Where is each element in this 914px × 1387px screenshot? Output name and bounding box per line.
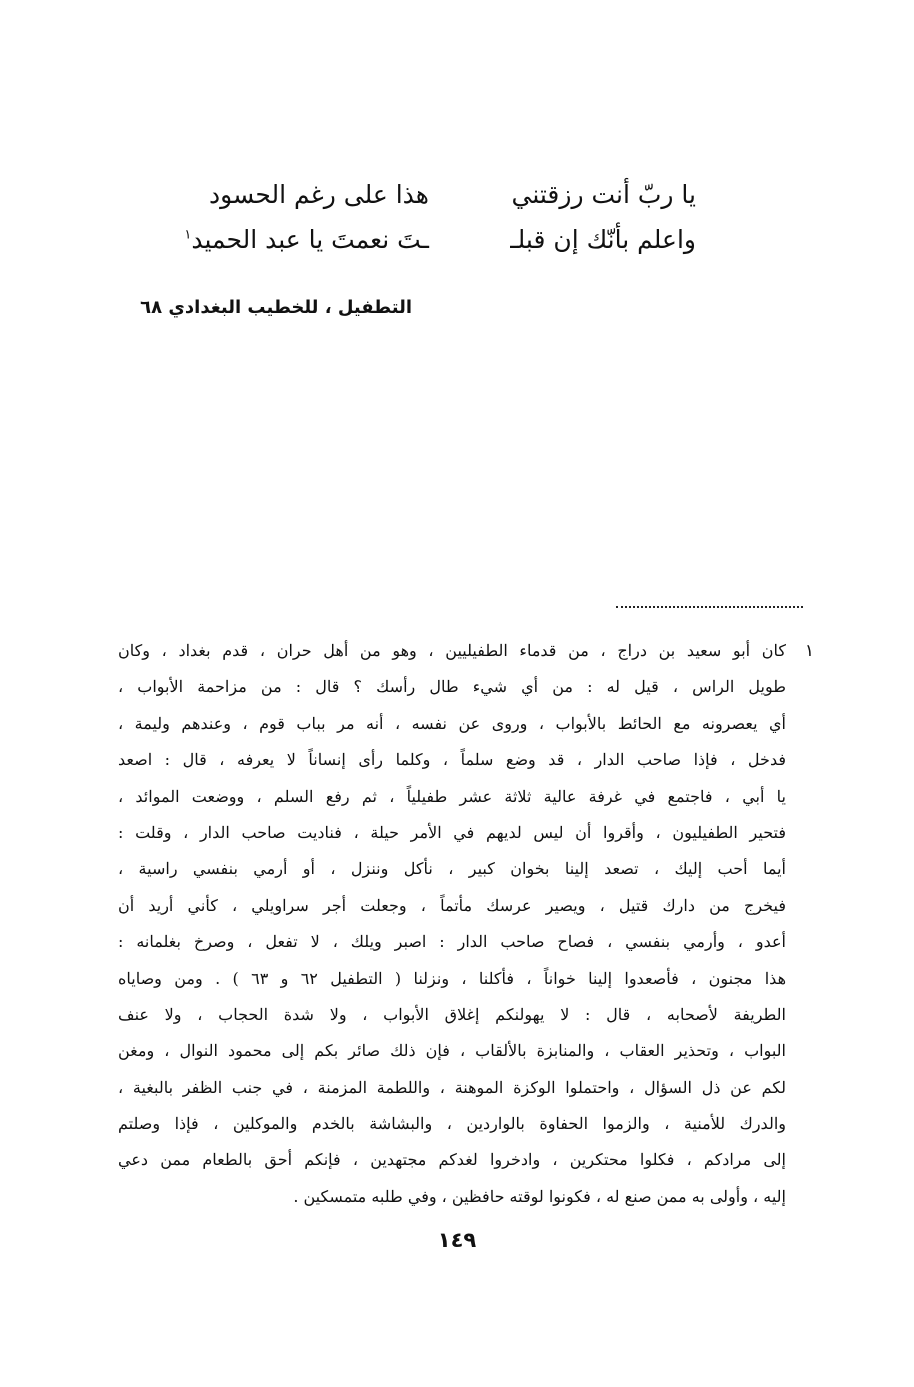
- poem-verse-1-first-hemistich: يا ربّ أنت رزقتني: [511, 180, 696, 209]
- footnote-line: إلى مرادكم ، فكلوا محتكرين ، وادخروا لغدكم مجتهدين ، فإنكم أحق بالطعام ممن دعي: [118, 1150, 786, 1170]
- footnote-line: أيما أحب إليك ، تصعد إلينا بخوان كبير ، نأكل وننزل ، أو أرمي بنفسي راسية ،: [118, 859, 786, 879]
- footnote-line: الطريفة لأصحابه ، قال : لا يهولنكم إغلاق الأبواب ، ولا شدة الحجاب ، ولا عنف: [118, 1004, 786, 1024]
- source-citation: التطفيل ، للخطيب البغدادي ٦٨: [140, 297, 412, 318]
- footnote-line: إليه ، وأولى به ممن صنع له ، فكونوا لوقته حافظين ، وفي طلبه متمسكين .: [293, 1186, 786, 1206]
- footnote-line: لكم عن ذل السؤال ، واحتملوا الوكزة الموهنة ، واللطمة المزمنة ، في جنب الظفر بالبغية ،: [118, 1077, 786, 1097]
- page-number: ١٤٩: [437, 1228, 477, 1252]
- poem-verse-2-second-hemistich: [184, 217, 429, 263]
- footnote-line: طويل الراس ، قيل له : من أي شيء طال رأسك ؟ قال : من مزاحمة الأبواب ،: [118, 677, 786, 697]
- footnote-line: هذا مجنون ، فأصعدوا إلينا خواناً ، فأكلنا ، ونزلنا ( التطفيل ٦٢ و ٦٣ ) . ومن وصاياه: [118, 968, 786, 988]
- footnote-marker: ١: [804, 641, 814, 661]
- footnote-line: أي يعصرونه مع الحائط بالأبواب ، وروى عن نفسه ، أنه مر بباب قوم ، وعندهم وليمة ،: [118, 713, 786, 733]
- poem-verse-2-second-text: ـتَ نعمتَ يا عبد الحميد: [191, 225, 429, 254]
- footnote-line: يا أبي ، فاجتمع في غرفة عالية ثلاثة عشر طفيلياً ، ثم رفع السلم ، ووضعت الموائد ،: [118, 786, 786, 806]
- footnote: [118, 630, 814, 1220]
- footnote-line: فتحير الطفيليون ، وأقروا أن ليس لديهم في الأمر حيلة ، فناديت صاحب الدار ، وقلت :: [118, 822, 786, 842]
- poem-verse-1-second-hemistich: هذا على رغم الحسود: [209, 180, 429, 209]
- footnote-line: والدرك للأمنية ، والزموا الحفاوة بالواردين ، والبشاشة بالخدم والموكلين ، فإذا وصلتم: [118, 1114, 786, 1134]
- footnote-line: أعدو ، وأرمي بنفسي ، فصاح صاحب الدار : اصبر ويلك ، لا تفعل ، وصرخ بغلمانه :: [118, 932, 786, 952]
- footnote-line: كان أبو سعيد بن دراج ، من قدماء الطفيليين ، وهو من أهل حران ، قدم بغداد ، وكان: [118, 641, 786, 660]
- footnote-line: البواب ، وتحذير العقاب ، والمنابزة بالألقاب ، فإن ذلك صائر بكم إلى محمود النوال ، ومغن: [118, 1041, 786, 1061]
- footnote-line: فيخرج من دارك قتيل ، ويصير عرسك مأتماً ، وجعلت أجر سراويلي ، كأني أريد أن: [118, 895, 786, 915]
- footnote-text: [118, 633, 786, 1215]
- footnote-reference: ١: [184, 227, 192, 243]
- poem-verse-2-first-hemistich: واعلم بأنّك إن قبلـ: [510, 225, 696, 254]
- footnote-line: فدخل ، فإذا صاحب الدار ، قد وضع سلماً ، وكلما رأى إنساناً لا يعرفه ، قال : اصعد: [118, 750, 786, 770]
- footnote-divider: [616, 606, 803, 608]
